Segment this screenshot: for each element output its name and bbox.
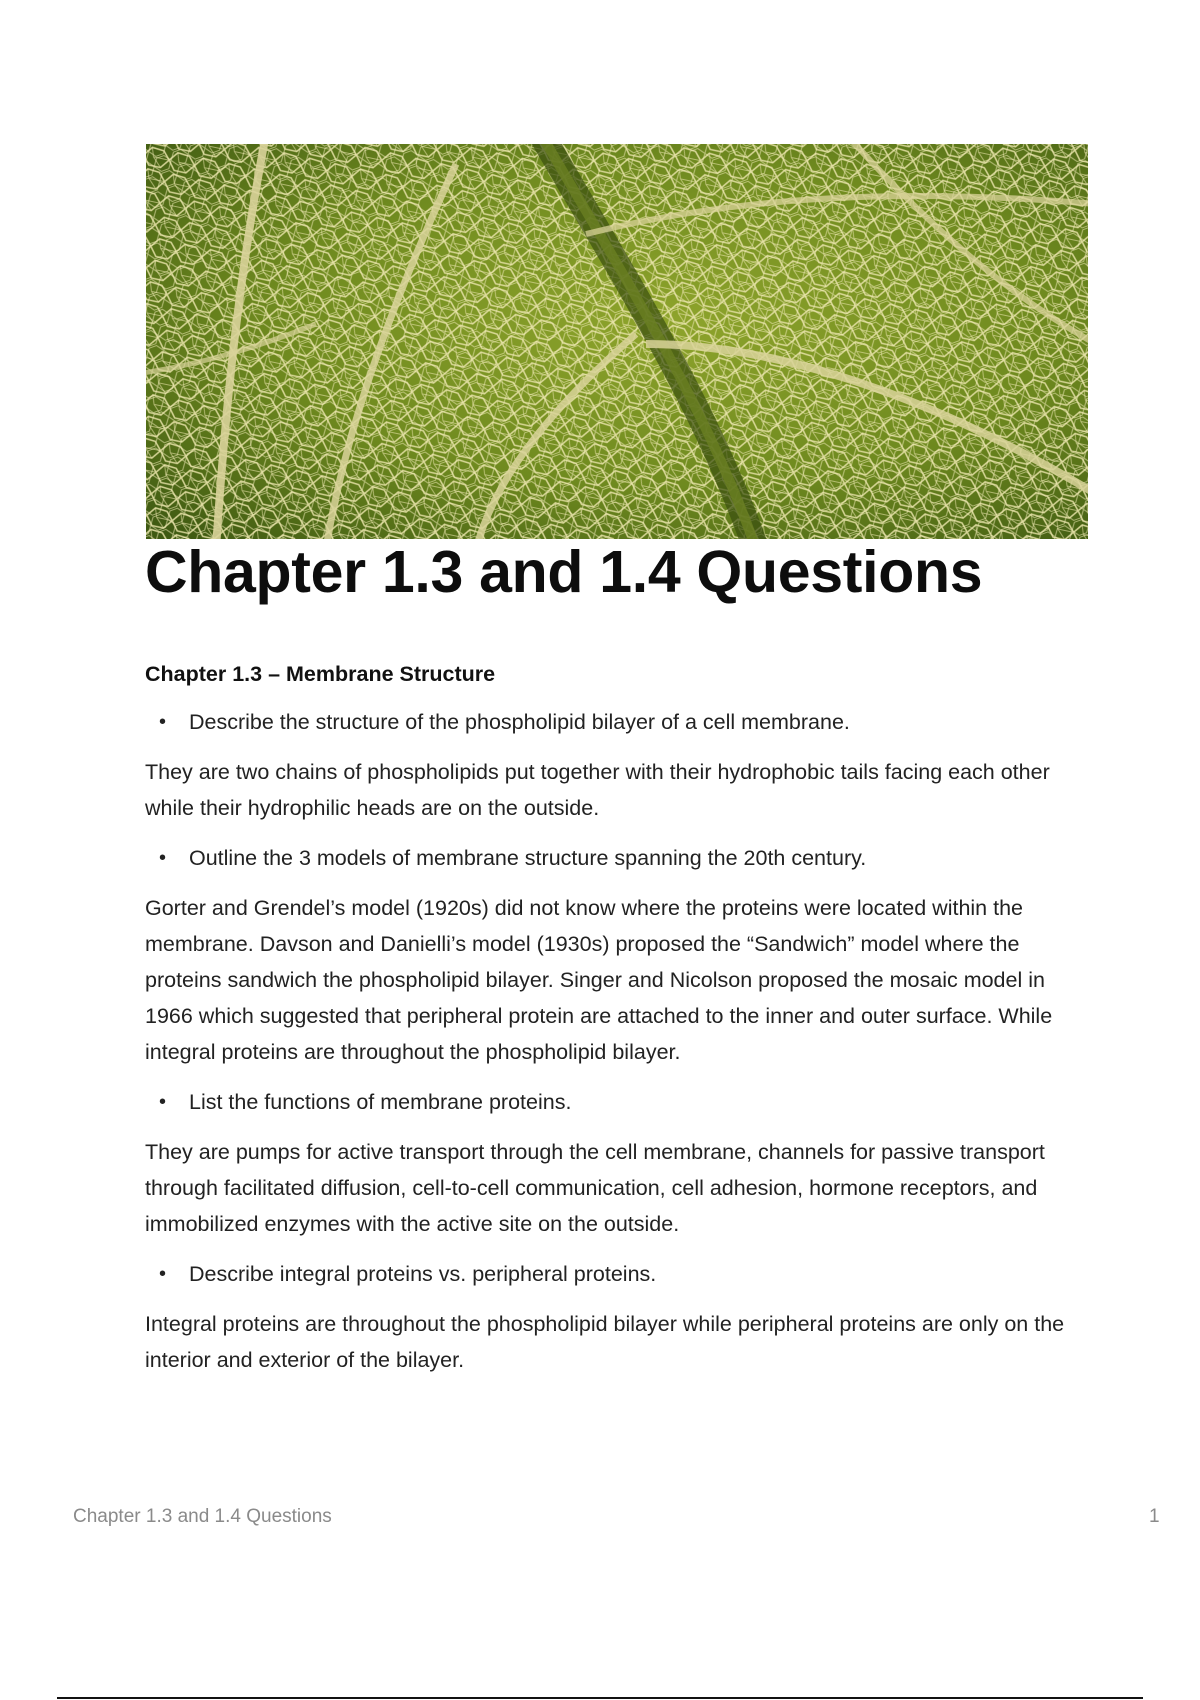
question-text: List the functions of membrane proteins. bbox=[189, 1090, 572, 1114]
document-title: Chapter 1.3 and 1.4 Questions bbox=[145, 539, 983, 605]
answer-text: Integral proteins are throughout the phospholipid bilayer while peripheral proteins are only on the interior and exterior of the bilayer. bbox=[145, 1312, 1065, 1372]
question-item bbox=[145, 704, 1080, 740]
leaf-vein-image bbox=[146, 144, 1088, 539]
cover-image bbox=[146, 144, 1088, 539]
question-item bbox=[145, 1084, 1080, 1120]
bullet-icon: • bbox=[159, 711, 167, 733]
bullet-icon: • bbox=[159, 1263, 167, 1285]
question-item bbox=[145, 1256, 1080, 1292]
page-divider bbox=[57, 1697, 1143, 1699]
question-item bbox=[145, 840, 1080, 876]
question-text: Describe the structure of the phospholipid bilayer of a cell membrane. bbox=[189, 710, 850, 734]
answer-text: They are pumps for active transport through the cell membrane, channels for passive transport through facilitated diffusion, cell-to-cell communication, cell adhesion, hormone receptors, and immobilized enzymes with the active site on the outside. bbox=[145, 1140, 1045, 1236]
section-heading: Chapter 1.3 – Membrane Structure bbox=[145, 662, 496, 686]
page-number: 1 bbox=[1149, 1506, 1160, 1527]
footer-title: Chapter 1.3 and 1.4 Questions bbox=[73, 1506, 332, 1527]
document-body bbox=[145, 656, 1080, 1392]
question-text: Describe integral proteins vs. peripheral proteins. bbox=[189, 1262, 657, 1286]
answer-text: Gorter and Grendel’s model (1920s) did not know where the proteins were located within the membrane. Davson and Danielli’s model (1930s) proposed the “Sandwich” model where the proteins sandwich the phospholipid bilayer. Singer and Nicolson proposed the mosaic model in 1966 which suggested that peripheral protein are attached to the inner and outer surface. While integral proteins are throughout the phospholipid bilayer. bbox=[145, 896, 1053, 1064]
bullet-icon: • bbox=[159, 1091, 167, 1113]
bullet-icon: • bbox=[159, 847, 167, 869]
answer-text: They are two chains of phospholipids put together with their hydrophobic tails facing each other while their hydrophilic heads are on the outside. bbox=[145, 760, 1050, 820]
question-text: Outline the 3 models of membrane structure spanning the 20th century. bbox=[189, 846, 867, 870]
